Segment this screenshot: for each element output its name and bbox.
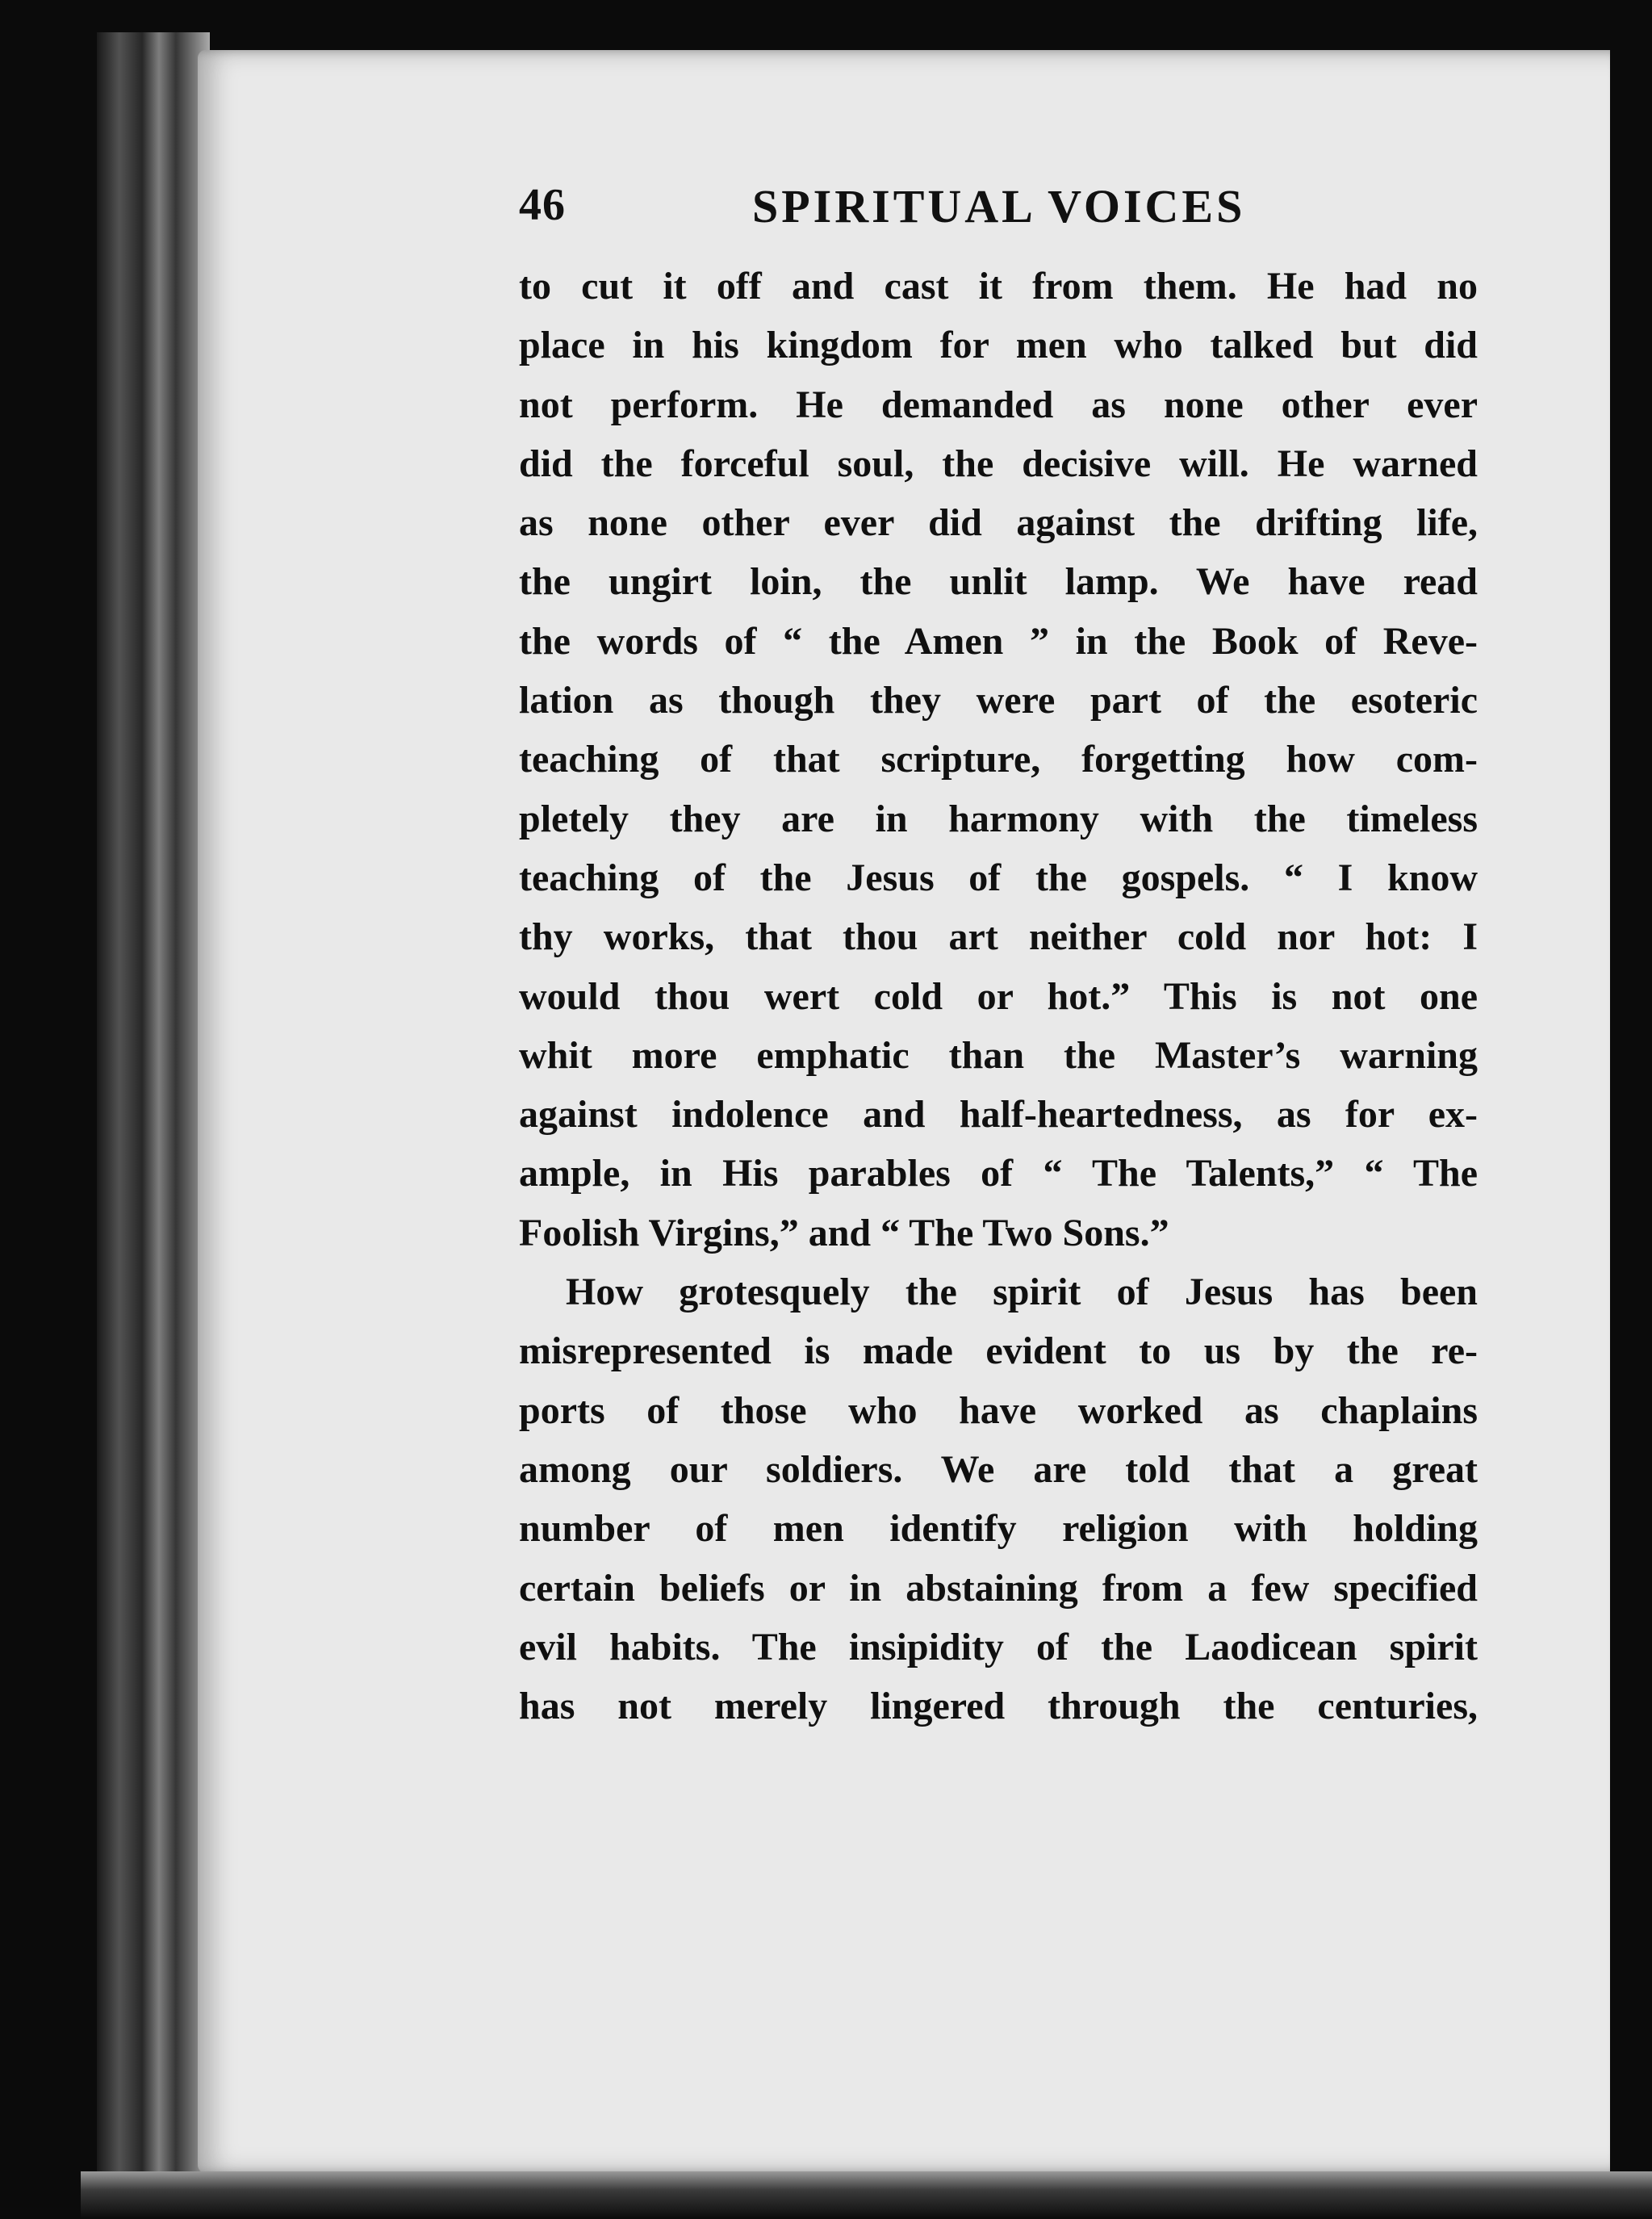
text-line: thy works, that thou art neither cold nor hot: I bbox=[519, 915, 1478, 959]
running-header bbox=[519, 179, 1487, 244]
text-line: How grotesquely the spirit of Jesus has been bbox=[566, 1271, 1478, 1314]
body-text bbox=[519, 257, 1478, 1735]
right-scan-border bbox=[1610, 16, 1652, 2219]
text-line: not perform. He demanded as none other ever bbox=[519, 383, 1478, 426]
text-line: number of men identify religion with holding bbox=[519, 1507, 1478, 1551]
text-line: would thou wert cold or hot.” This is not one bbox=[519, 974, 1478, 1018]
text-line: has not merely lingered through the centuries, bbox=[519, 1685, 1478, 1728]
book-binding-edge bbox=[97, 32, 210, 2196]
text-line: Foolish Virgins,” and “ The Two Sons.” bbox=[519, 1211, 1169, 1254]
text-line: to cut it off and cast it from them. He had no bbox=[519, 265, 1478, 308]
bottom-scan-border bbox=[81, 2171, 1652, 2219]
text-line: ample, in His parables of “ The Talents,” “ The bbox=[519, 1152, 1478, 1195]
text-line: whit more emphatic than the Master’s warning bbox=[519, 1033, 1478, 1077]
text-line: place in his kingdom for men who talked but did bbox=[519, 324, 1478, 367]
text-line: teaching of the Jesus of the gospels. “ I know bbox=[519, 856, 1478, 899]
page-number: 46 bbox=[519, 180, 566, 230]
text-line: the ungirt loin, the unlit lamp. We have read bbox=[519, 560, 1478, 604]
running-title: SPIRITUAL VOICES bbox=[752, 180, 1246, 232]
text-line: among our soldiers. We are told that a great bbox=[519, 1447, 1478, 1491]
text-line: the words of “ the Amen ” in the Book of Reve- bbox=[519, 619, 1478, 663]
text-line: as none other ever did against the drifting life, bbox=[519, 501, 1478, 545]
text-line: did the forceful soul, the decisive will. He warned bbox=[519, 442, 1478, 485]
text-line: certain beliefs or in abstaining from a few specified bbox=[519, 1566, 1478, 1610]
text-line: against indolence and half-heartedness, as for ex- bbox=[519, 1093, 1478, 1137]
text-line: ports of those who have worked as chaplains bbox=[519, 1388, 1478, 1432]
text-line: teaching of that scripture, forgetting how com- bbox=[519, 738, 1478, 781]
text-line: lation as though they were part of the esoteric bbox=[519, 679, 1478, 722]
text-line: evil habits. The insipidity of the Laodicean spirit bbox=[519, 1625, 1478, 1668]
text-line: pletely they are in harmony with the timeless bbox=[519, 797, 1478, 840]
text-line: misrepresented is made evident to us by the re- bbox=[519, 1329, 1478, 1373]
